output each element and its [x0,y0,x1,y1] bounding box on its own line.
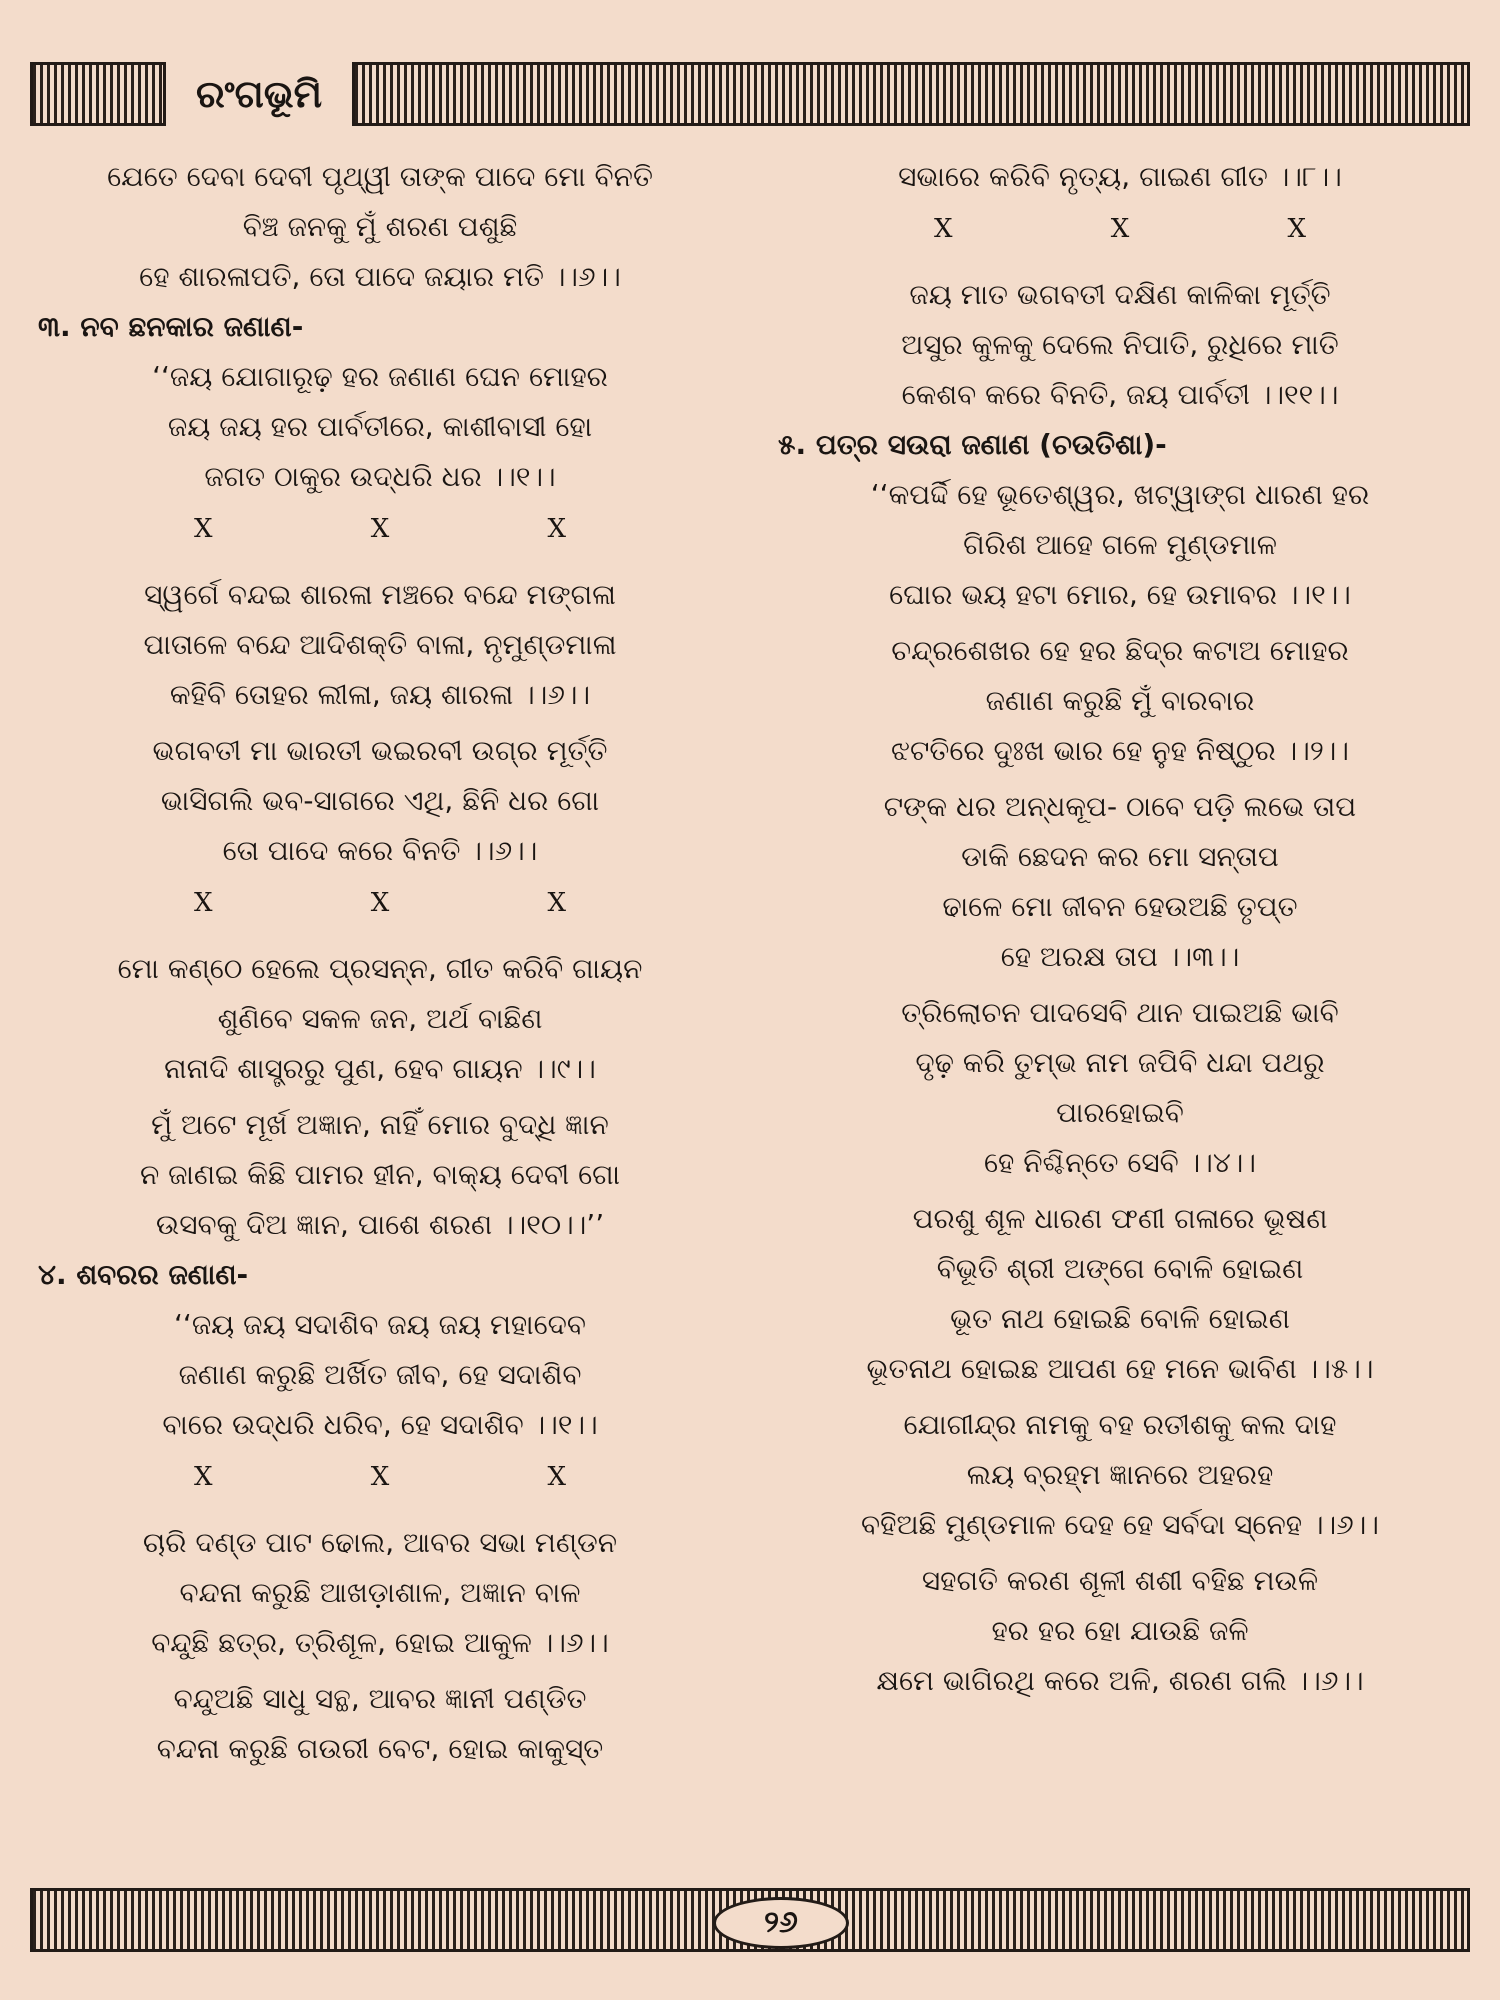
verse-line: ଲୟ ବ୍ରହ୍ମ ଜ୍ଞାନରେ ଅହରହ [966,1458,1274,1491]
verse-line: ଘୋର ଭୟ ହଟା ମୋର, ହେ ଉମାବର ।।୧।। [889,578,1351,611]
verse-line: ଭୂତ ନାଥ ହୋଇଛି ବୋଳି ହୋଇଣ [950,1302,1290,1335]
verse-line: ଜୟ ଜୟ ହର ପାର୍ବତୀରେ, କାଶୀବାସୀ ହୋ [167,410,593,443]
verse-line: ପରଶୁ ଶୂଳ ଧାରଣ ଫଣୀ ଗଳାରେ ଭୂଷଣ [912,1202,1328,1235]
verse-line: ସହଗତି କରଣ ଶୂଳୀ ଶଶୀ ବହିଛ ମଉଳି [921,1564,1319,1597]
section-title: ରଂଗଭୂମି [163,62,355,126]
left-column [30,152,730,1774]
verse-line: ଦୃଢ଼ କରି ତୁମ୍ଭ ନାମ ଜପିବି ଧନ୍ଦା ପଥରୁ [915,1046,1325,1079]
verse-line: ତ୍ରିଲୋଚନ ପାଦସେବି ଥାନ ପାଇଅଛି ଭାବି [901,996,1339,1029]
verse-line: ବନ୍ଦୁଅଛି ସାଧୁ ସନ୍ଥ, ଆବର ଜ୍ଞାନୀ ପଣ୍ଡିତ [173,1682,587,1715]
verse-line: ମୋ କଣ୍ଠେ ହେଲେ ପ୍ରସନ୍ନ, ଗୀତ କରିବି ଗାୟନ [117,952,643,985]
verse-line: ନ ଜାଣଇ କିଛି ପାମର ହୀନ, ବାକ୍ୟ ଦେବୀ ଗୋ [139,1158,621,1191]
verse-line: କେଶବ କରେ ବିନତି, ଜୟ ପାର୍ବତୀ ।।୧୧।। [901,378,1339,411]
page-number: ୨୬ [713,1897,849,1949]
separator-marks: X X X [193,888,567,918]
verse-line: ଗିରିଶ ଆହେ ଗଳେ ମୁଣ୍ଡମାଳ [963,528,1277,561]
right-column [770,152,1470,1706]
verse-line: କ୍ଷମେ ଭାଗିରଥି କରେ ଅଳି, ଶରଣ ଗଲି ।।୬।। [876,1664,1364,1697]
verse-line: ଉସବକୁ ଦିଅ ଜ୍ଞାନ, ପାଶେ ଶରଣ ।।୧୦।।’’ [155,1208,605,1241]
verse-line: ପାରହୋଇବି [1056,1096,1184,1129]
verse-line: ଜୟ ମାତ ଭଗବତୀ ଦକ୍ଷିଣ କାଳିକା ମୂର୍ତ୍ତି [909,278,1331,311]
section-heading: ୩. ନବ ଛନକାର ଜଣାଣ- [38,310,304,343]
verse-line: ବନ୍ଦନା କରୁଛି ଆଖଡ଼ାଶାଳ, ଅଜ୍ଞାନ ବାଳ [179,1576,581,1609]
verse-line: ଭୂତନାଥ ହୋଇଛ ଆପଣ ହେ ମନେ ଭାବିଣ ।।୫।। [866,1352,1374,1385]
verse-line: ଚନ୍ଦ୍ରଶେଖର ହେ ହର ଛିଦ୍ର କଟାଅ ମୋହର [891,634,1349,667]
verse-line: ବହିଅଛି ମୁଣ୍ଡମାଳ ଦେହ ହେ ସର୍ବଦା ସ୍ନେହ ।।୬।। [861,1508,1379,1541]
verse-line: ଭଗବତୀ ମା ଭାରତୀ ଭଇରବୀ ଉଗ୍ର ମୂର୍ତ୍ତି [152,734,608,767]
verse-line: ନାନାଦି ଶାସ୍ତ୍ରରୁ ପୁଣ, ହେବ ଗାୟନ ।।୯।। [164,1052,596,1085]
verse-line: ‘‘କପର୍ଦ୍ଦି ହେ ଭୂତେଶ୍ୱର, ଖଟ୍ୱାଙ୍ଗ ଧାରଣ ହର [870,478,1370,511]
verse-line: ବାରେ ଉଦ୍ଧରି ଧରିବ, ହେ ସଦାଶିବ ।।୧।। [162,1408,598,1441]
section-heading: ୪. ଶବରର ଜଣାଣ- [38,1258,249,1291]
verse-line: ବନ୍ଦନା କରୁଛି ଗଉରୀ ବେଟ, ହୋଇ କାକୁସ୍ତ [156,1732,604,1765]
verse-line: ହର ହର ହୋ ଯାଉଛି ଜଳି [991,1614,1249,1647]
verse-line: ହେ ଅରକ୍ଷ ତାପ ।।୩।। [1000,940,1240,973]
verse-line: ଚାରି ଦଣ୍ଡ ପାଟ ଢୋଲ, ଆବର ସଭା ମଣ୍ଡନ [142,1526,618,1559]
verse-line: ପାତାଳେ ବନ୍ଦେ ଆଦିଶକ୍ତି ବାଳା, ନୃମୁଣ୍ଡମାଳା [143,628,617,661]
verse-line: ଜଣାଣ କରୁଛି ଅର୍ଖିତ ଜୀବ, ହେ ସଦାଶିବ [178,1358,582,1391]
verse-line: ଜଣାଣ କରୁଛି ମୁଁ ବାରବାର [985,684,1255,717]
verse-line: କହିବି ତୋହର ଲୀଳା, ଜୟ ଶାରଳା ।।୬।। [169,678,591,711]
verse-line: ଝଟତିରେ ଦୁଃଖ ଭାର ହେ ନୁହ ନିଷ୍ଠୁର ।।୨।। [891,734,1349,767]
verse-line: ତୋ ପାଦେ କରେ ବିନତି ।।୬।। [222,834,538,867]
verse-line: ‘‘ଜୟ ଜୟ ସଦାଶିବ ଜୟ ଜୟ ମହାଦେବ [174,1308,586,1341]
header-bar [30,62,1470,126]
verse-line: ସ୍ୱର୍ଗେ ବନ୍ଦଇ ଶାରଳା ମଞ୍ଚରେ ବନ୍ଦେ ମଙ୍ଗଳା [144,578,616,611]
verse-line: ହେ ନିଶ୍ଚିନ୍ତେ ସେବି ।।୪।। [983,1146,1256,1179]
section-heading: ୫. ପତ୍ର ସଉରା ଜଣାଣ (ଚଉତିଶା)- [778,428,1167,461]
verse-line: ଜଗତ ଠାକୁର ଉଦ୍ଧରି ଧର ।।୧।। [204,460,556,493]
verse-line: ‘‘ଜୟ ଯୋଗାରୂଢ଼ ହର ଜଣାଣ ଘେନ ମୋହର [152,360,608,393]
verse-line: ସଭାରେ କରିବି ନୃତ୍ୟ, ଗାଇଣ ଗୀତ ।।୮।। [898,160,1342,193]
verse-line: ବିଭୂତି ଶ୍ରୀ ଅଙ୍ଗେ ବୋଳି ହୋଇଣ [936,1252,1304,1285]
verse-line: ହେ ଶାରଳାପତି, ତୋ ପାଦେ ଜୟାର ମତି ।।୬।। [139,260,621,293]
verse-line: ଢାଳେ ମୋ ଜୀବନ ହେଉଅଛି ତୃପ୍ତ [942,890,1298,923]
separator-marks: X X X [193,514,567,544]
verse-line: ଭାସିଗଲି ଭବ-ସାଗରେ ଏଥି, ଛିନି ଧର ଗୋ [160,784,600,817]
footer-bar [30,1888,1470,1952]
verse-line: ମୁଁ ଅଟେ ମୂର୍ଖ ଅଜ୍ଞାନ, ନାହିଁ ମୋର ବୁଦ୍ଧି ଜ୍ଞାନ [151,1108,609,1141]
verse-line: ଯେତେ ଦେବା ଦେବୀ ପୃଥ୍ୱୀ ତାଙ୍କ ପାଦେ ମୋ ବିନତି [107,160,653,193]
verse-line: ବନ୍ଦୁଛି ଛତ୍ର, ତ୍ରିଶୂଳ, ହୋଇ ଆକୁଳ ।।୬।। [151,1626,609,1659]
verse-line: ଯୋଗୀନ୍ଦ୍ର ନାମକୁ ବହ ରତୀଶକୁ କଲ ଦାହ [903,1408,1337,1441]
separator-marks: X X X [193,1462,567,1492]
verse-line: ଅସୁର କୁଳକୁ ଦେଲେ ନିପାତି, ରୁଧିରେ ମାତି [901,328,1339,361]
verse-line: ଡାକି ଛେଦନ କର ମୋ ସନ୍ତାପ [961,840,1279,873]
separator-marks: X X X [933,214,1307,244]
verse-line: ଶୁଣିବେ ସକଳ ଜନ, ଅର୍ଥ ବାଛିଣ [217,1002,543,1035]
verse-line: ଟଙ୍କ ଧର ଅନ୍ଧକୂପ- ଠାବେ ପଡ଼ି ଲଭେ ତାପ [883,790,1357,823]
verse-line: ବିଞ୍ଚ ଜନକୁ ମୁଁ ଶରଣ ପଶୁଛି [242,210,518,243]
